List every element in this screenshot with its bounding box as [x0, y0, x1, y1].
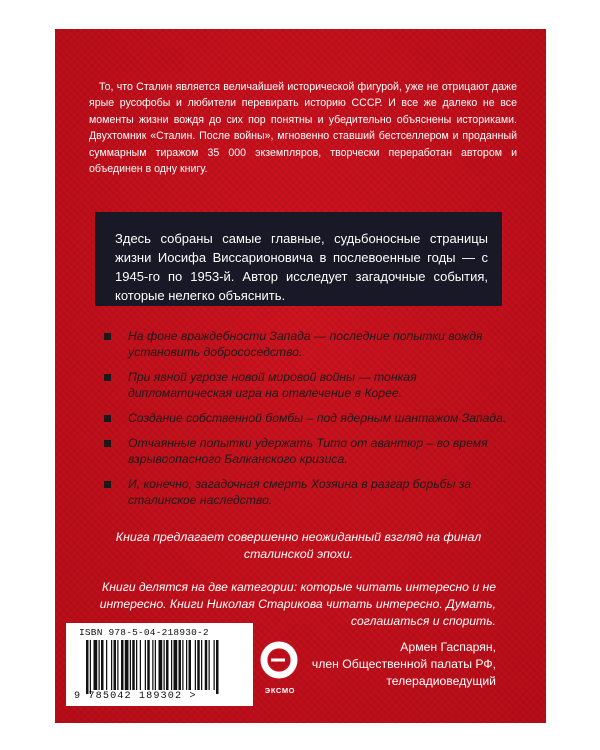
barcode-bar — [136, 640, 137, 690]
barcode-bar — [164, 640, 165, 690]
offer-text: Книга предлагает совершенно неожиданный взгляд на финал сталинской эпохи. — [115, 530, 482, 561]
barcode-bar — [179, 640, 182, 690]
barcode-bar — [114, 640, 117, 690]
square-bullet-icon — [104, 440, 111, 447]
barcode-bar — [209, 640, 210, 690]
barcode-bar — [214, 640, 215, 690]
eksmo-logo-icon — [259, 640, 299, 680]
barcode-bar — [145, 640, 146, 690]
barcode-bar — [117, 640, 118, 690]
barcode-bar — [195, 640, 196, 690]
barcode-bar — [159, 640, 163, 690]
barcode-bar — [130, 640, 131, 690]
author-name: Армен Гаспарян, — [400, 640, 496, 655]
quote-text: Книги делятся на две категории: которые читать интересно и не интересно. Книги Николая Старикова читать интересно. Думать, соглашаться и спорить. — [99, 580, 496, 628]
bullet-item — [104, 328, 508, 361]
bullet-item — [104, 435, 508, 468]
barcode-bar — [216, 640, 219, 694]
isbn-text: ISBN 978-5-04-218930-2 — [79, 627, 209, 638]
publisher-logo-text: ЭКСМО — [264, 686, 296, 695]
barcode-bar — [152, 640, 153, 690]
barcode-bar — [111, 640, 112, 690]
barcode-bar — [201, 640, 202, 690]
barcode-bar — [174, 640, 178, 690]
square-bullet-icon — [104, 374, 111, 381]
barcode-bar — [189, 640, 192, 690]
bullet-text: На фоне враждебности Запада — последние попытки вождя установить добрососедство. — [128, 329, 483, 360]
barcode-bar — [125, 640, 129, 690]
bullet-list — [104, 328, 508, 517]
barcode-label — [66, 623, 253, 706]
barcode-bar — [99, 640, 100, 690]
intro-paragraph: То, что Сталин является величайшей исторической фигурой, уже не отрицают даже ярые русофобы и любители перевирать историю СССР. И все же далеко не все моменты жизни вождя до сих пор понятны и убедительно объяснены историками. Двухтомник «Сталин. После войны», мгновенно ставший бестселлером и проданный суммарным тиражом 35 000 экземпляров, творчески переработан автором и объединен в одну книгу. — [89, 81, 517, 176]
barcode-bar — [94, 640, 98, 690]
barcode-bar — [106, 640, 107, 690]
author-title: член Общественной палаты РФ, — [311, 657, 496, 672]
back-cover — [55, 29, 546, 723]
barcode-bar — [166, 640, 169, 690]
barcode-bar — [140, 640, 141, 690]
bullet-item — [104, 369, 508, 402]
publisher-logo — [258, 640, 302, 700]
barcode-bar — [205, 640, 208, 690]
barcode-bar — [147, 640, 150, 690]
bullet-text: При явной угрозе новой мировой войны — тонкая дипломатическая игра на отвлечение в Корее. — [128, 370, 417, 401]
barcode-digits: 9 785042 189302 > — [74, 691, 197, 702]
barcode-bar — [101, 640, 104, 690]
highlight-box — [95, 212, 502, 306]
barcode-bar — [197, 640, 200, 690]
bullet-item — [104, 410, 508, 426]
bullet-text: Отчаянные попытки удержать Тито от авантюр – во время взрывоопасного Балканского кризиса. — [128, 435, 488, 467]
barcode-bar — [132, 640, 135, 690]
bullet-text: Создание собственной бомбы – под ядерным шантажом Запада. — [128, 411, 507, 426]
barcode-bar — [90, 640, 91, 694]
bullet-text: И, конечно, загадочная смерть Хозяина в разгар борьбы за сталинское наследство. — [128, 477, 472, 508]
bullet-item — [104, 476, 508, 509]
barcode-bar — [86, 640, 89, 694]
square-bullet-icon — [104, 333, 111, 340]
barcode-bar — [155, 640, 156, 690]
highlight-text: Здесь собраны самые главные, судьбоносные страницы жизни Иосифа Виссарионовича в послевоенные годы — с 1945-го по 1953-й. Автор исследует загадочные события, которые нелегко объяснить. — [115, 231, 488, 303]
square-bullet-icon — [104, 481, 111, 488]
square-bullet-icon — [104, 415, 111, 422]
barcode-bar — [186, 640, 187, 690]
barcode-bar — [182, 640, 183, 690]
barcode-bar — [121, 640, 124, 690]
author-role: телерадиоведущий — [386, 673, 496, 688]
barcode-bar — [171, 640, 172, 690]
